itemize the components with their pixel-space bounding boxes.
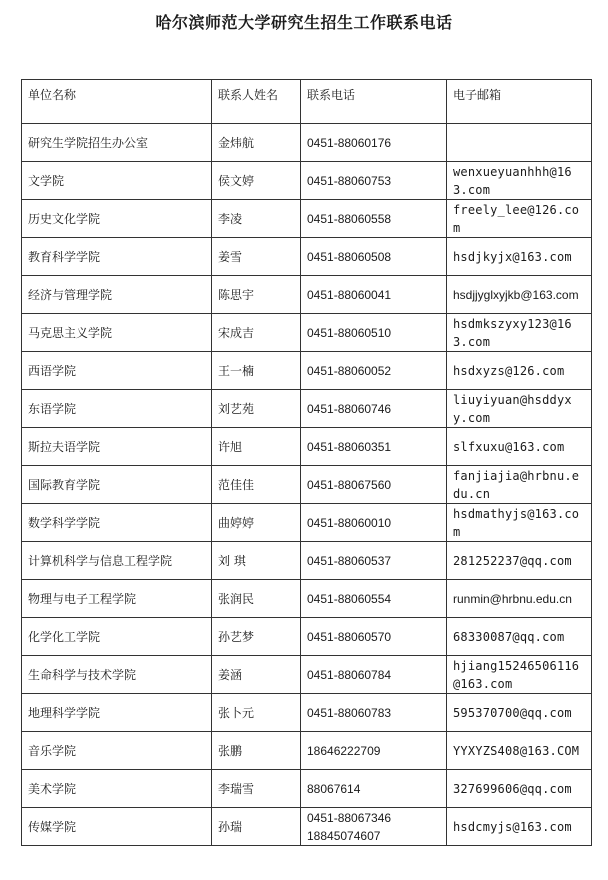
table-row [22, 808, 592, 846]
phone-cell: 88067614 [301, 770, 447, 808]
contact-name-cell: 曲婷婷 [212, 504, 301, 542]
phone-cell: 0451-88060508 [301, 238, 447, 276]
table-row [22, 238, 592, 276]
unit-name-cell: 东语学院 [22, 390, 212, 428]
phone-line: 0451-88067346 [307, 810, 392, 825]
email-cell: fanjiajia@hrbnu.edu.cn [447, 466, 592, 504]
table-row [22, 732, 592, 770]
unit-name-cell: 传媒学院 [22, 808, 212, 846]
phone-cell: 0451-88060753 [301, 162, 447, 200]
header-phone: 联系电话 [301, 80, 447, 124]
contact-name-cell: 张卜元 [212, 694, 301, 732]
page-title: 哈尔滨师范大学研究生招生工作联系电话 [155, 13, 453, 32]
phone-cell: 18646222709 [301, 732, 447, 770]
table-row [22, 618, 592, 656]
header-unit: 单位名称 [22, 80, 212, 124]
email-cell: 68330087@qq.com [447, 618, 592, 656]
unit-name-cell: 美术学院 [22, 770, 212, 808]
phone-cell: 0451-88067560 [301, 466, 447, 504]
contact-name-cell: 侯文婷 [212, 162, 301, 200]
table-row [22, 200, 592, 238]
header-email: 电子邮箱 [447, 80, 592, 124]
phone-cell [301, 808, 447, 846]
contact-name-cell: 刘艺苑 [212, 390, 301, 428]
table-row [22, 124, 592, 162]
unit-name-cell: 化学化工学院 [22, 618, 212, 656]
unit-name-cell: 国际教育学院 [22, 466, 212, 504]
table-row [22, 276, 592, 314]
contact-name-cell: 宋成吉 [212, 314, 301, 352]
contact-name-cell: 孙瑞 [212, 808, 301, 846]
email-cell: YYXYZS408@163.COM [447, 732, 592, 770]
email-cell: hjiang15246506116@163.com [447, 656, 592, 694]
table-row [22, 656, 592, 694]
email-cell: hsdmkszyxy123@163.com [447, 314, 592, 352]
unit-name-cell: 生命科学与技术学院 [22, 656, 212, 694]
unit-name-cell: 马克思主义学院 [22, 314, 212, 352]
unit-name-cell: 文学院 [22, 162, 212, 200]
unit-name-cell: 地理科学学院 [22, 694, 212, 732]
table-header-row [22, 80, 592, 124]
table-row [22, 466, 592, 504]
phone-cell: 0451-88060052 [301, 352, 447, 390]
unit-name-cell: 音乐学院 [22, 732, 212, 770]
email-cell: 327699606@qq.com [447, 770, 592, 808]
contact-name-cell: 张润民 [212, 580, 301, 618]
phone-cell: 0451-88060784 [301, 656, 447, 694]
table-row [22, 428, 592, 466]
phone-cell: 0451-88060558 [301, 200, 447, 238]
unit-name-cell: 教育科学学院 [22, 238, 212, 276]
unit-name-cell: 物理与电子工程学院 [22, 580, 212, 618]
table-row [22, 314, 592, 352]
phone-cell: 0451-88060041 [301, 276, 447, 314]
email-cell: wenxueyuanhhh@163.com [447, 162, 592, 200]
email-cell: hsdjkyjx@163.com [447, 238, 592, 276]
unit-name-cell: 计算机科学与信息工程学院 [22, 542, 212, 580]
unit-name-cell: 西语学院 [22, 352, 212, 390]
contact-name-cell: 姜雪 [212, 238, 301, 276]
phone-cell: 0451-88060010 [301, 504, 447, 542]
email-cell: slfxuxu@163.com [447, 428, 592, 466]
contact-name-cell: 张鹏 [212, 732, 301, 770]
email-cell: hsdcmyjs@163.com [447, 808, 592, 846]
contact-name-cell: 孙艺梦 [212, 618, 301, 656]
phone-cell: 0451-88060746 [301, 390, 447, 428]
phone-cell: 0451-88060537 [301, 542, 447, 580]
contact-name-cell: 陈思宇 [212, 276, 301, 314]
email-cell: hsdjjyglxyjkb@163.com [447, 276, 592, 314]
phone-cell: 0451-88060783 [301, 694, 447, 732]
email-cell: 281252237@qq.com [447, 542, 592, 580]
table-row [22, 542, 592, 580]
phone-cell: 0451-88060570 [301, 618, 447, 656]
phone-cell: 0451-88060554 [301, 580, 447, 618]
contacts-table [21, 79, 592, 846]
unit-name-cell: 历史文化学院 [22, 200, 212, 238]
table-row [22, 390, 592, 428]
contact-name-cell: 金炜航 [212, 124, 301, 162]
unit-name-cell: 斯拉夫语学院 [22, 428, 212, 466]
email-cell: 595370700@qq.com [447, 694, 592, 732]
contact-name-cell: 王一楠 [212, 352, 301, 390]
email-cell [447, 124, 592, 162]
unit-name-cell: 研究生学院招生办公室 [22, 124, 212, 162]
email-cell: liuyiyuan@hsddyxy.com [447, 390, 592, 428]
email-cell: hsdmathyjs@163.com [447, 504, 592, 542]
table-row [22, 694, 592, 732]
phone-cell: 0451-88060351 [301, 428, 447, 466]
unit-name-cell: 经济与管理学院 [22, 276, 212, 314]
email-cell: hsdxyzs@126.com [447, 352, 592, 390]
table-row [22, 770, 592, 808]
table-row [22, 162, 592, 200]
header-contact: 联系人姓名 [212, 80, 301, 124]
email-cell: runmin@hrbnu.edu.cn [447, 580, 592, 618]
contact-name-cell: 姜涵 [212, 656, 301, 694]
table-row [22, 352, 592, 390]
contact-name-cell: 刘 琪 [212, 542, 301, 580]
phone-cell: 0451-88060176 [301, 124, 447, 162]
contact-name-cell: 许旭 [212, 428, 301, 466]
phone-cell: 0451-88060510 [301, 314, 447, 352]
contact-name-cell: 李凌 [212, 200, 301, 238]
phone-line-2: 18845074607 [307, 828, 381, 843]
unit-name-cell: 数学科学学院 [22, 504, 212, 542]
table-row [22, 504, 592, 542]
table-row [22, 580, 592, 618]
email-cell: freely_lee@126.com [447, 200, 592, 238]
contact-name-cell: 李瑞雪 [212, 770, 301, 808]
contact-name-cell: 范佳佳 [212, 466, 301, 504]
